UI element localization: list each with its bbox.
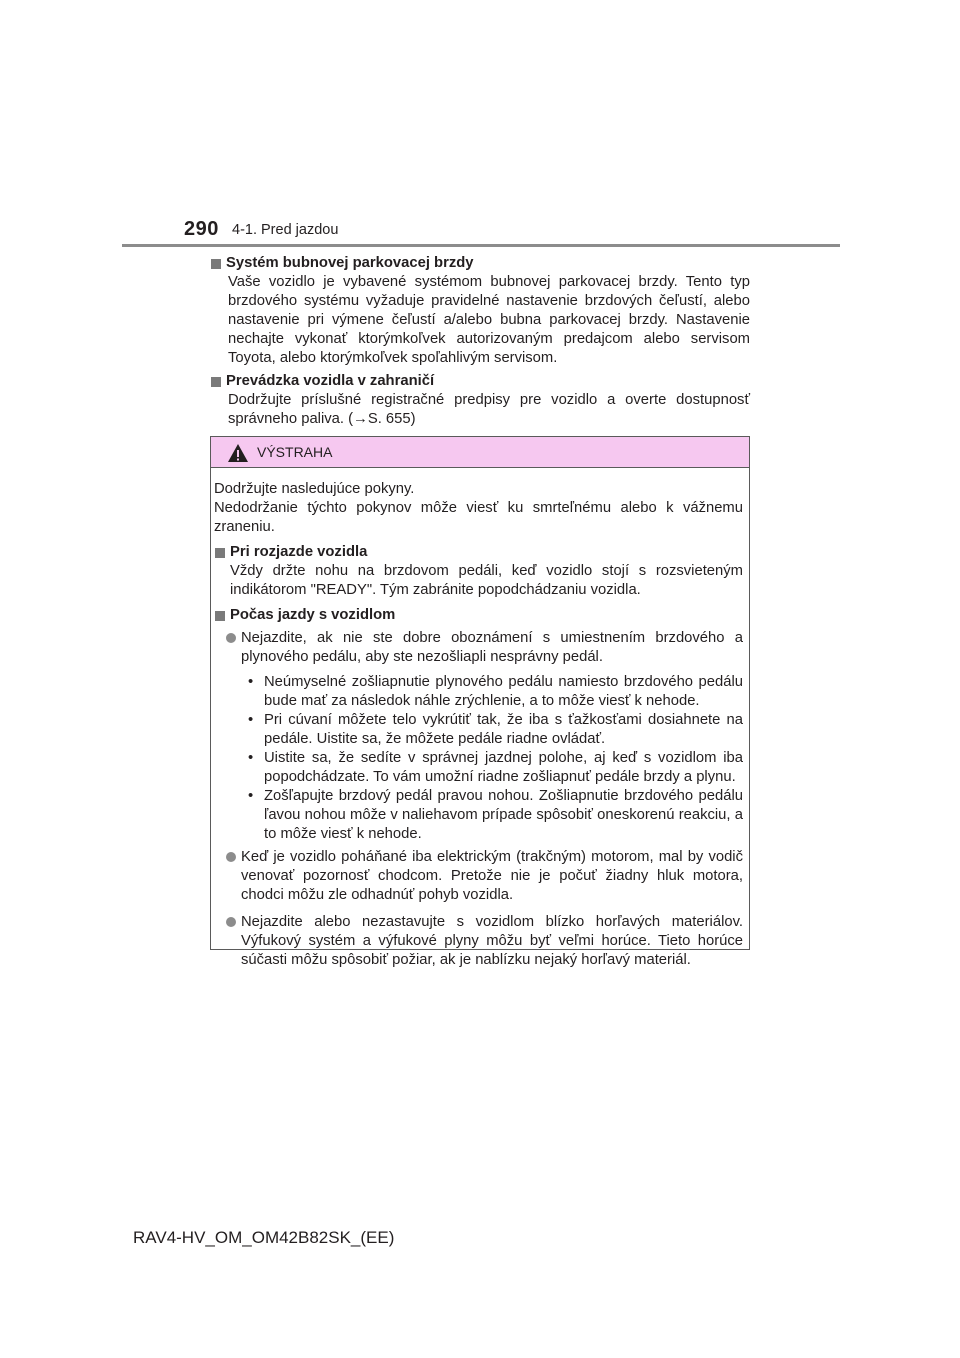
section-text: Dodržujte príslušné registračné predpisy pre vozidlo a overte dostupnosť správneho paliva. (→S. 655) <box>228 392 750 427</box>
circle-bullet-icon <box>226 917 236 927</box>
page-header <box>0 0 960 250</box>
section-heading <box>210 254 750 273</box>
heading-text: Počas jazdy s vozidlom <box>230 607 396 623</box>
list-item-text: Keď je vozidlo poháňané iba elektrickým (trakčným) motorom, mal by vodič venovať pozornosť chodcom. Pretože nie je počuť žiadny hluk motora, chodci môžu zle odhadnúť pohyb vozidla. <box>241 849 743 903</box>
heading-text: Systém bubnovej parkovacej brzdy <box>226 255 474 271</box>
warning-triangle-icon <box>227 443 249 463</box>
warning-box <box>210 436 750 968</box>
sub-list-item <box>248 711 743 749</box>
list-item-text: Nejazdite alebo nezastavujte s vozidlom blízko horľavých materiálov. Výfukový systém a výfukové plyny môžu byť veľmi horúce. Tieto horúce súčasti môžu spôsobiť požiar, ak je nablízku nejaký horľavý materiál. <box>241 914 743 968</box>
sub-list-item-text: Zošľapujte brzdový pedál pravou nohou. Zošliapnutie brzdového pedálu ľavou nohou môže v naliehavom prípade spôsobiť oneskorenú reakciu, a to môže viesť k nehode. <box>264 788 743 842</box>
sub-list-item-text: Uistite sa, že sedíte v správnej jazdnej polohe, aj keď s vozidlom iba popodchádzate. To vám umožní riadne zošliapnuť pedále brzdy a plynu. <box>264 750 743 785</box>
warning-body <box>211 468 749 970</box>
header-divider <box>122 244 840 247</box>
section-drum-brake <box>210 254 750 368</box>
list-item <box>226 848 743 905</box>
document-code: RAV4-HV_OM_OM42B82SK_(EE) <box>133 1228 395 1247</box>
page-number: 290 <box>184 218 219 240</box>
warning-heading-start <box>214 543 743 562</box>
warning-text: Vždy držte nohu na brzdovom pedáli, keď vozidlo stojí s rozsvieteným indikátorom "READY". Tým zabránite popodchádzaniu vozidla. <box>230 563 743 598</box>
sub-list-item-text: Neúmyselné zošliapnutie plynového pedálu namiesto brzdového pedálu bude mať za následok náhle zrýchlenie, a to môže viesť k nehode. <box>264 674 743 709</box>
section-text: Vaše vozidlo je vybavené systémom bubnovej parkovacej brzdy. Tento typ brzdového systému vyžaduje pravidelné nastavenie brzdových čeľustí, alebo nastavenie pri výmene čeľustí a/alebo bubna parkovacej brzdy. Nastavenie nechajte vykonať ktorýmkoľvek autorizovaným predajcom alebo servisom Toyota, alebo ktorýmkoľvek spoľahlivým servisom. <box>228 274 750 366</box>
section-heading <box>210 372 750 391</box>
dot-bullet-icon: • <box>248 712 254 728</box>
dot-bullet-icon: • <box>248 750 254 766</box>
dot-bullet-icon: • <box>248 788 254 804</box>
list-item <box>226 629 743 667</box>
warning-header <box>211 437 749 468</box>
warning-intro: Dodržujte nasledujúce pokyny. Nedodržanie týchto pokynov môže viesť ku smrteľnému alebo k vážnemu zraneniu. <box>214 481 743 535</box>
heading-text: Pri rozjazde vozidla <box>230 544 368 560</box>
sub-list-item <box>248 673 743 711</box>
circle-bullet-icon <box>226 852 236 862</box>
heading-text: Prevádzka vozidla v zahraničí <box>226 373 435 389</box>
square-bullet-icon <box>211 259 221 269</box>
square-bullet-icon <box>211 377 221 387</box>
square-bullet-icon <box>215 611 225 621</box>
dot-bullet-icon: • <box>248 674 254 690</box>
sub-list-item <box>248 749 743 787</box>
sub-list-item-text: Pri cúvaní môžete telo vykrútiť tak, že iba s ťažkosťami dosiahnete na pedále. Uistite sa, že môžete pedále riadne ovládať. <box>264 712 743 747</box>
list-item <box>226 913 743 970</box>
sub-list-item <box>248 787 743 844</box>
list-item-text: Nejazdite, ak nie ste dobre oboznámení s umiestnením brzdového a plynového pedálu, aby ste nezošliapli nesprávny pedál. <box>241 630 743 665</box>
warning-title: VÝSTRAHA <box>257 444 333 460</box>
warning-heading-driving <box>214 606 743 625</box>
circle-bullet-icon <box>226 633 236 643</box>
main-content <box>210 254 750 433</box>
section-abroad <box>210 372 750 429</box>
section-title: 4-1. Pred jazdou <box>232 222 339 238</box>
sub-list <box>214 673 743 844</box>
square-bullet-icon <box>215 548 225 558</box>
